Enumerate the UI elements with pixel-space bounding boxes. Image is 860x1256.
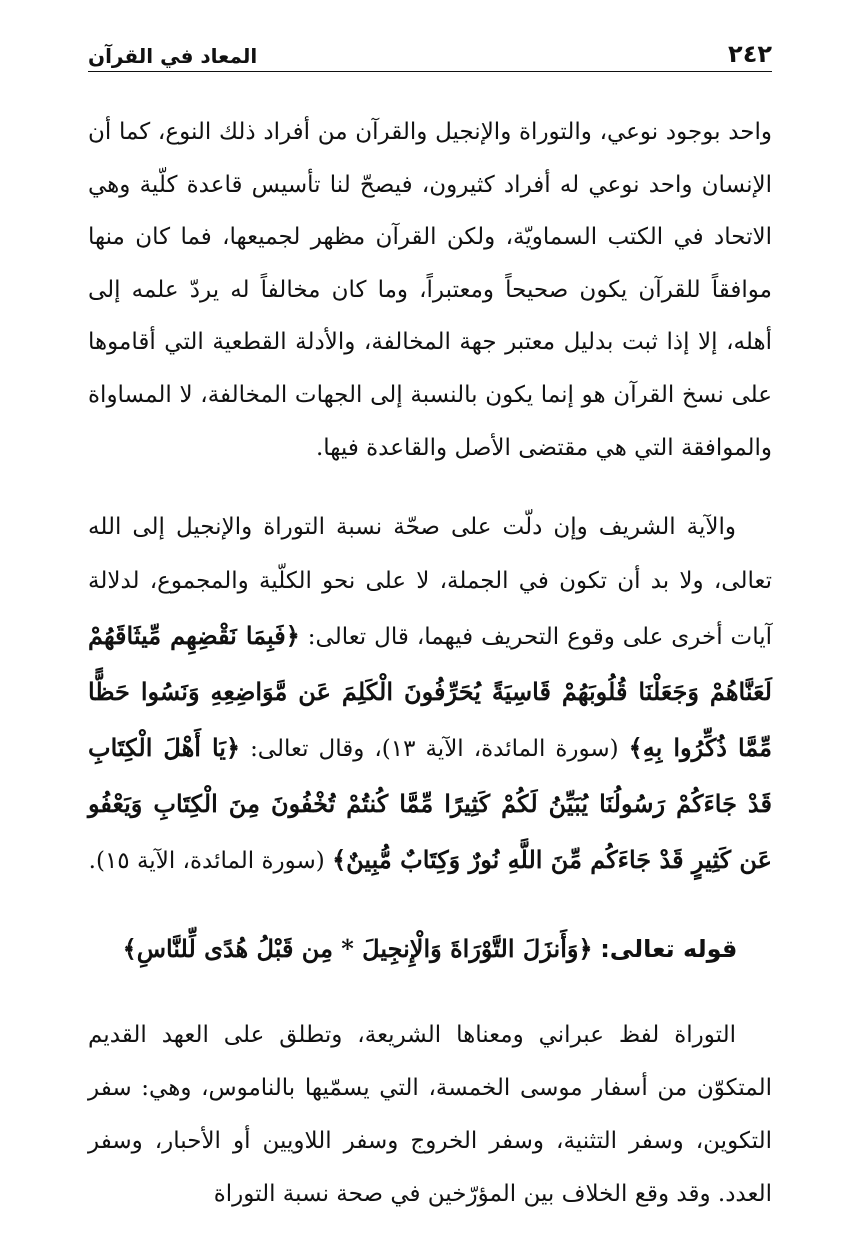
section-heading-verse: ﴿وَأَنزَلَ التَّوْرَاةَ وَالْإِنجِيلَ * مِن قَبْلُ هُدًى لِّلنَّاسِ﴾ xyxy=(122,933,593,963)
section-heading xyxy=(88,917,772,981)
verse-reference-13: (سورة المائدة، الآية ١٣)، وقال تعالى: xyxy=(250,735,619,762)
running-header xyxy=(88,28,772,66)
running-title: المعاد في القرآن xyxy=(88,44,258,68)
page-number: ٢٤٢ xyxy=(728,40,772,68)
paragraph-2-text: والآية الشريف وإن دلّت على صحّة نسبة التوراة والإنجيل إلى الله تعالى، ولا بد أن تكون في الجملة، لا على نحو الكلّية والمجموع، لدلالة آيات أخرى على وقوع التحريف فيهما، قال تعالى: xyxy=(88,514,772,650)
quran-verse-maidah-15: ﴿يَا أَهْلَ الْكِتَابِ قَدْ جَاءَكُمْ رَسُولُنَا يُبَيِّنُ لَكُمْ كَثِيرًا مِّمَّا كُنتُمْ تُخْفُونَ مِنَ الْكِتَابِ وَيَعْفُو عَن كَثِيرٍ قَدْ جَاءَكُم مِّنَ اللَّهِ نُورٌ وَكِتَابٌ مُّبِينٌ﴾ xyxy=(88,732,772,874)
verse-reference-15: (سورة المائدة، الآية ١٥). xyxy=(88,847,325,874)
paragraph-2 xyxy=(88,501,772,888)
header-rule xyxy=(88,71,772,72)
paragraph-1: واحد بوجود نوعي، والتوراة والإنجيل والقرآن من أفراد ذلك النوع، كما أن الإنسان واحد نوعي له أفراد كثيرون، فيصحّ لنا تأسيس قاعدة كلّية وهي الاتحاد في الكتب السماويّة، ولكن القرآن مظهر لجميعها، فما كان منها موافقاً للقرآن يكون صحيحاً ومعتبراً، وما كان مخالفاً له يردّ علمه إلى أهله، إلا إذا ثبت بدليل معتبر جهة المخالفة، والأدلة القطعية التي أقاموها على نسخ القرآن هو إنما يكون بالنسبة إلى الجهات المخالفة، لا المساواة والموافقة التي هي مقتضى الأصل والقاعدة فيها. xyxy=(88,119,772,461)
page-body xyxy=(88,106,772,1222)
section-heading-lead: قوله تعالى: xyxy=(600,934,738,963)
quran-verse-maidah-13: ﴿فَبِمَا نَقْضِهِم مِّيثَاقَهُمْ لَعَنَّاهُمْ وَجَعَلْنَا قُلُوبَهُمْ قَاسِيَةً يُحَرِّفُونَ الْكَلِمَ عَن مَّوَاضِعِهِ وَنَسُوا حَظًّا مِّمَّا ذُكِّرُوا بِهِ﴾ xyxy=(88,620,773,762)
paragraph-3: التوراة لفظ عبراني ومعناها الشريعة، وتطلق على العهد القديم المتكوّن من أسفار موسى الخمسة، التي يسمّيها بالناموس، وهي: سفر التكوين، وسفر التثنية، وسفر الخروج وسفر اللاويين أو الأحبار، وسفر العدد. وقد وقع الخلاف بين المؤرّخين في صحة نسبة التوراة xyxy=(88,1021,772,1208)
